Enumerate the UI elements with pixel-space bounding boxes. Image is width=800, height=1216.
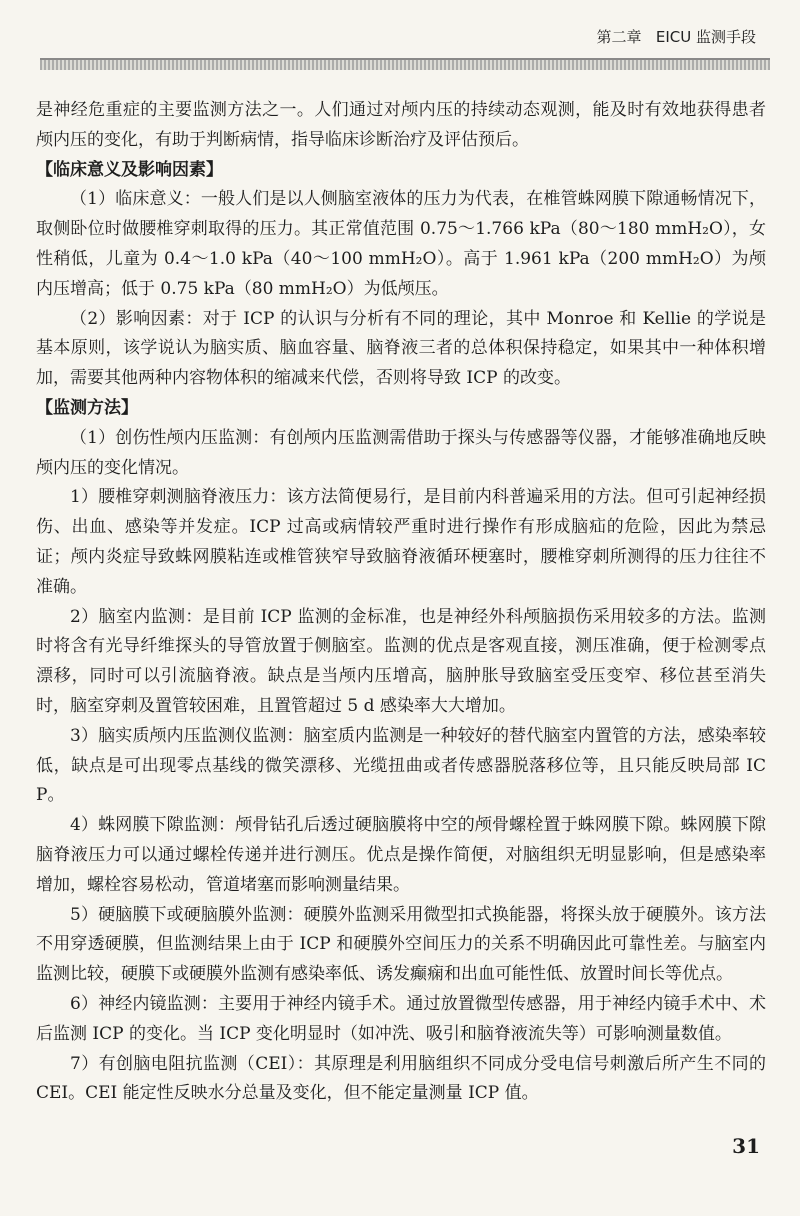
- header-rule: [40, 58, 770, 70]
- page-body: [36, 96, 766, 1109]
- paragraph-method-7: 7）有创脑电阻抗监测（CEI）：其原理是利用脑组织不同成分受电信号刺激后所产生不同的 CEI。CEI 能定性反映水分总量及变化，但不能定量测量 ICP 值。: [36, 1053, 766, 1104]
- paragraph-method-6: 6）神经内镜监测：主要用于神经内镜手术。通过放置微型传感器，用于神经内镜手术中、术后监测 ICP 的变化。当 ICP 变化明显时（如冲洗、吸引和脑脊液流失等）可影响测量数值。: [36, 993, 766, 1044]
- paragraph-continuation: 是神经危重症的主要监测方法之一。人们通过对颅内压的持续动态观测，能及时有效地获得患者颅内压的变化，有助于判断病情，指导临床诊断治疗及评估预后。: [36, 100, 766, 150]
- paragraph-method-5: 5）硬脑膜下或硬脑膜外监测：硬膜外监测采用微型扣式换能器，将探头放于硬膜外。该方法不用穿透硬膜，但监测结果上由于 ICP 和硬膜外空间压力的关系不明确因此可靠性差。与脑室内监测比较，硬膜下或硬膜外监测有感染率低、诱发癫痫和出血可能性低、放置时间长等优点。: [36, 904, 766, 985]
- paragraph-clinical-significance: （1）临床意义：一般人们是以人侧脑室液体的压力为代表，在椎管蛛网膜下隙通畅情况下，取侧卧位时做腰椎穿刺取得的压力。其正常值范围 0.75～1.766 kPa（80～180 mmH₂O），女性稍低，儿童为 0.4～1.0 kPa（40～100 mmH₂O）。高于 1.961 kPa（200 mmH₂O）为颅内压增高；低于 0.75 kPa（80 mmH₂O）为低颅压。: [36, 189, 766, 299]
- chapter-title: EICU 监测手段: [655, 28, 756, 46]
- running-header: [597, 26, 756, 47]
- page-number: 31: [732, 1134, 760, 1158]
- paragraph-method-2: 2）脑室内监测：是目前 ICP 监测的金标准，也是神经外科颅脑损伤采用较多的方法。监测时将含有光导纤维探头的导管放置于侧脑室。监测的优点是客观直接，测压准确，便于检测零点漂移，同时可以引流脑脊液。缺点是当颅内压增高，脑肿胀导致脑室受压变窄、移位甚至消失时，脑室穿刺及置管较困难，且置管超过 5 d 感染率大大增加。: [36, 606, 766, 716]
- section-heading-methods: 【监测方法】: [36, 397, 138, 418]
- paragraph-influencing-factors: （2）影响因素：对于 ICP 的认识与分析有不同的理论，其中 Monroe 和 Kellie 的学说是基本原则，该学说认为脑实质、脑血容量、脑脊液三者的总体积保持稳定，如果其中一种体积增加，需要其他两种内容物体积的缩减来代偿，否则将导致 ICP 的改变。: [36, 308, 766, 389]
- paragraph-invasive-monitoring: （1）创伤性颅内压监测：有创颅内压监测需借助于探头与传感器等仪器，才能够准确地反映颅内压的变化情况。: [36, 427, 766, 478]
- paragraph-method-3: 3）脑实质颅内压监测仪监测：脑室质内监测是一种较好的替代脑室内置管的方法，感染率较低，缺点是可出现零点基线的微笑漂移、光缆扭曲或者传感器脱落移位等，且只能反映局部 ICP。: [36, 725, 766, 806]
- chapter-label: 第二章: [596, 28, 642, 46]
- section-heading-clinical: 【临床意义及影响因素】: [36, 159, 223, 180]
- paragraph-method-1: 1）腰椎穿刺测脑脊液压力：该方法简便易行，是目前内科普遍采用的方法。但可引起神经损伤、出血、感染等并发症。ICP 过高或病情较严重时进行操作有形成脑疝的危险，因此为禁忌证；颅内炎症导致蛛网膜粘连或椎管狭窄导致脑脊液循环梗塞时，腰椎穿刺所测得的压力往往不准确。: [36, 487, 766, 597]
- paragraph-method-4: 4）蛛网膜下隙监测：颅骨钻孔后透过硬脑膜将中空的颅骨螺栓置于蛛网膜下隙。蛛网膜下隙脑脊液压力可以通过螺栓传递并进行测压。优点是操作简便，对脑组织无明显影响，但是感染率增加，螺栓容易松动，管道堵塞而影响测量结果。: [36, 815, 766, 895]
